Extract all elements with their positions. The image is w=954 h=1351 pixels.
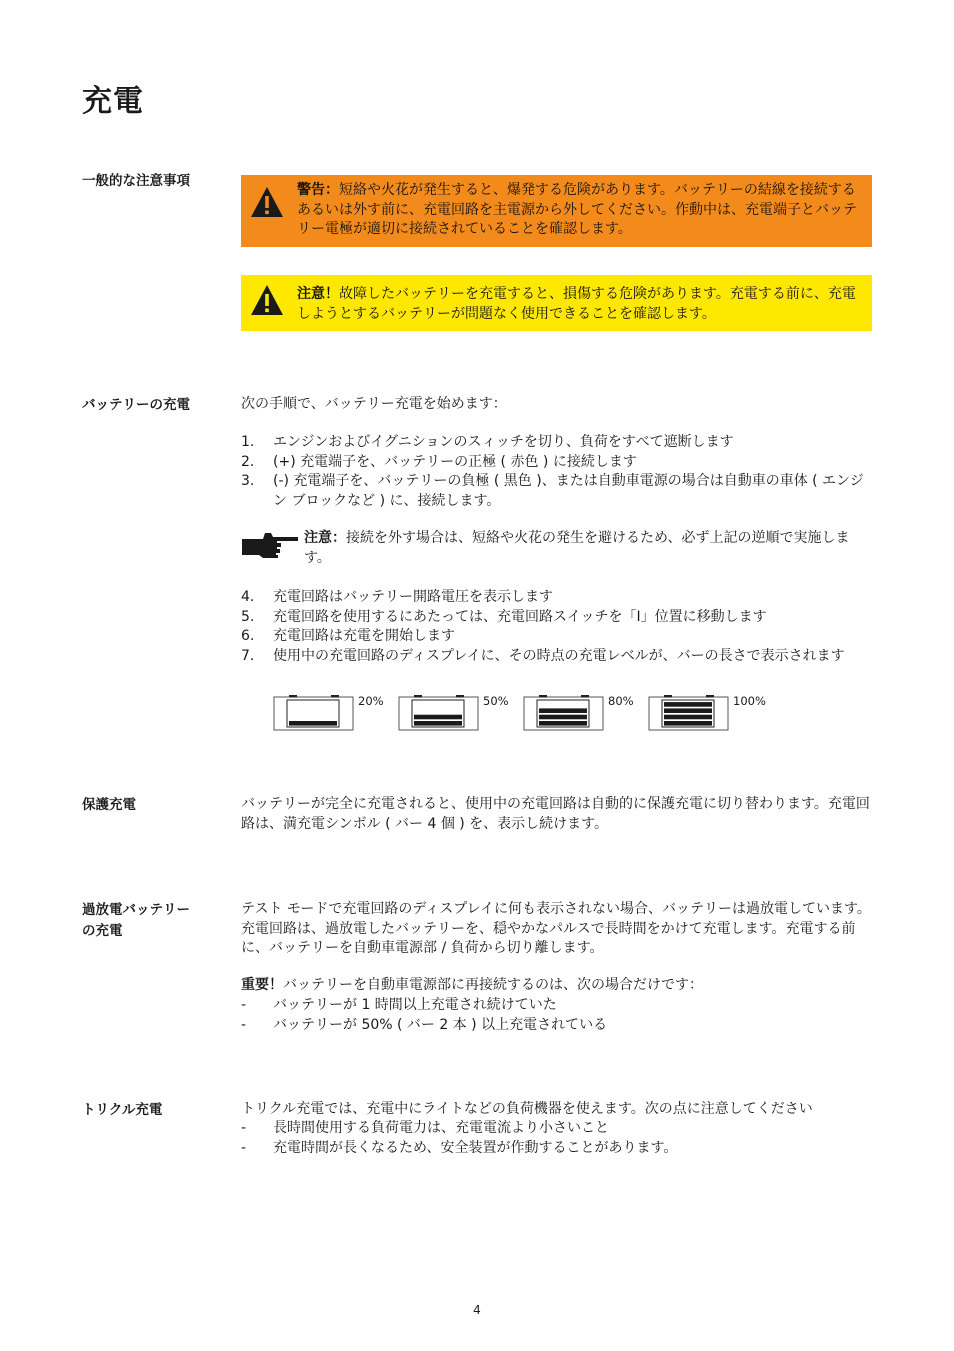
- list-item: 4. 充電回路はバッテリー開路電圧を表示します: [241, 589, 553, 605]
- list-item: 6. 充電回路は充電を開始します: [241, 628, 455, 644]
- caution-box: [241, 275, 872, 331]
- battery-level-label: 50%: [483, 694, 509, 708]
- battery-bar: [664, 721, 712, 726]
- note-body: 接続を外す場合は、短絡や火花の発生を避けるため、必ず上記の逆順で実施します。: [304, 530, 850, 566]
- battery-terminal: [664, 695, 672, 698]
- battery-terminal: [706, 695, 714, 698]
- battery-terminal: [331, 695, 339, 698]
- section-label-trickle: トリクル充電: [82, 1102, 163, 1118]
- important-text: [241, 976, 876, 996]
- caution-text: [297, 285, 866, 324]
- battery-bar: [664, 702, 712, 707]
- warning-body: 短絡や火花が発生すると、爆発する危険があります。バッテリーの結線を接続するあるいは外す前に、充電回路を主電源から外してください。作動中は、充電端子とバッテリー電極が適切に接続されていることを確認します。: [297, 182, 857, 237]
- battery-terminal: [581, 695, 589, 698]
- battery-terminal: [539, 695, 547, 698]
- list-item: 3. (-) 充電端子を、バッテリーの負極 ( 黒色 )、または自動車電源の場合は自動車の車体 ( エンジン ブロックなど ) に、接続します。: [241, 473, 864, 509]
- section-label-general: 一般的な注意事項: [82, 173, 190, 189]
- trickle-text: トリクル充電では、充電中にライトなどの負荷機器を使えます。次の点に注意してください: [241, 1101, 813, 1117]
- battery-bar: [539, 715, 587, 720]
- section-label-line: 過放電バッテリー: [82, 902, 190, 918]
- battery-bar: [664, 708, 712, 713]
- maintenance-text: バッテリーが完全に充電されると、使用中の充電回路は自動的に保護充電に切り替わります。充電回路は、満充電シンボル ( バー 4 個 ) を、表示し続けます。: [241, 796, 870, 832]
- list-item: 5. 充電回路を使用するにあたっては、充電回路スイッチを「I」位置に移動します: [241, 608, 767, 625]
- warning-label: 警告：: [297, 182, 339, 198]
- important-body: バッテリーを自動車電源部に再接続するのは、次の場合だけです：: [283, 977, 703, 993]
- battery-bar: [414, 721, 462, 726]
- battery-bar: [414, 715, 462, 720]
- list-item: 2. (+) 充電端子を、バッテリーの正極 ( 赤色 ) に接続します: [241, 453, 637, 470]
- page-title: 充電: [82, 84, 144, 119]
- battery-level-icon: [398, 694, 480, 732]
- charging-intro: 次の手順で、バッテリー充電を始めます：: [241, 396, 507, 412]
- battery-level-label: 80%: [608, 694, 634, 708]
- caution-body: 故障したバッテリーを充電すると、損傷する危険があります。充電する前に、充電しようとするバッテリーが問題なく使用できることを確認します。: [297, 286, 856, 322]
- battery-bar: [289, 721, 337, 726]
- list-item: - 充電時間が長くなるため、安全装置が作動することがあります。: [241, 1139, 678, 1156]
- battery-bar: [664, 715, 712, 720]
- caution-label: 注意！: [297, 286, 339, 302]
- battery-terminal: [414, 695, 422, 698]
- warning-triangle-icon: [250, 186, 284, 218]
- battery-level-icon: [523, 694, 605, 732]
- list-item: - バッテリーが 50% ( バー 2 本 ) 以上充電されている: [241, 1016, 608, 1033]
- pointing-hand-icon: [241, 530, 299, 560]
- battery-bar: [539, 708, 587, 713]
- section-label-maintenance: 保護充電: [82, 797, 136, 813]
- list-item: - 長時間使用する負荷電力は、充電電流より小さいこと: [241, 1120, 609, 1136]
- battery-level-label: 100%: [733, 694, 766, 708]
- battery-bar: [539, 721, 587, 726]
- section-label-line: の充電: [82, 923, 123, 939]
- list-item: - バッテリーが 1 時間以上充電され続けていた: [241, 997, 557, 1013]
- battery-level-icon: [648, 694, 730, 732]
- steps-list-b: [241, 588, 876, 666]
- section-label-charging: バッテリーの充電: [82, 397, 190, 413]
- conditions-list: [241, 996, 876, 1035]
- note-label: 注意：: [304, 530, 346, 546]
- section-label-deep-discharge: [82, 900, 222, 942]
- list-item: 7. 使用中の充電回路のディスプレイに、その時点の充電レベルが、バーの長さで表示されます: [241, 647, 845, 664]
- list-item: 1. エンジンおよびイグニションのスィッチを切り、負荷をすべて遮断します: [241, 434, 734, 450]
- battery-level-label: 20%: [358, 694, 384, 708]
- caution-triangle-icon: [250, 284, 284, 316]
- important-label: 重要！: [241, 977, 283, 993]
- deep-discharge-text: テスト モードで充電回路のディスプレイに何も表示されない場合、バッテリーは過放電しています。充電回路は、過放電したバッテリーを、穏やかなパルスで長時間をかけて充電します。充電する前に、バッテリーを自動車電源部 / 負荷から切り離します。: [241, 901, 871, 956]
- battery-terminal: [456, 695, 464, 698]
- battery-terminal: [289, 695, 297, 698]
- page-number: 4: [473, 1303, 481, 1317]
- trickle-list: [241, 1119, 876, 1158]
- battery-level-icon: [273, 694, 355, 732]
- warning-text: [297, 181, 866, 240]
- steps-list-a: [241, 433, 876, 511]
- note-text: [304, 529, 876, 568]
- warning-box: [241, 175, 872, 247]
